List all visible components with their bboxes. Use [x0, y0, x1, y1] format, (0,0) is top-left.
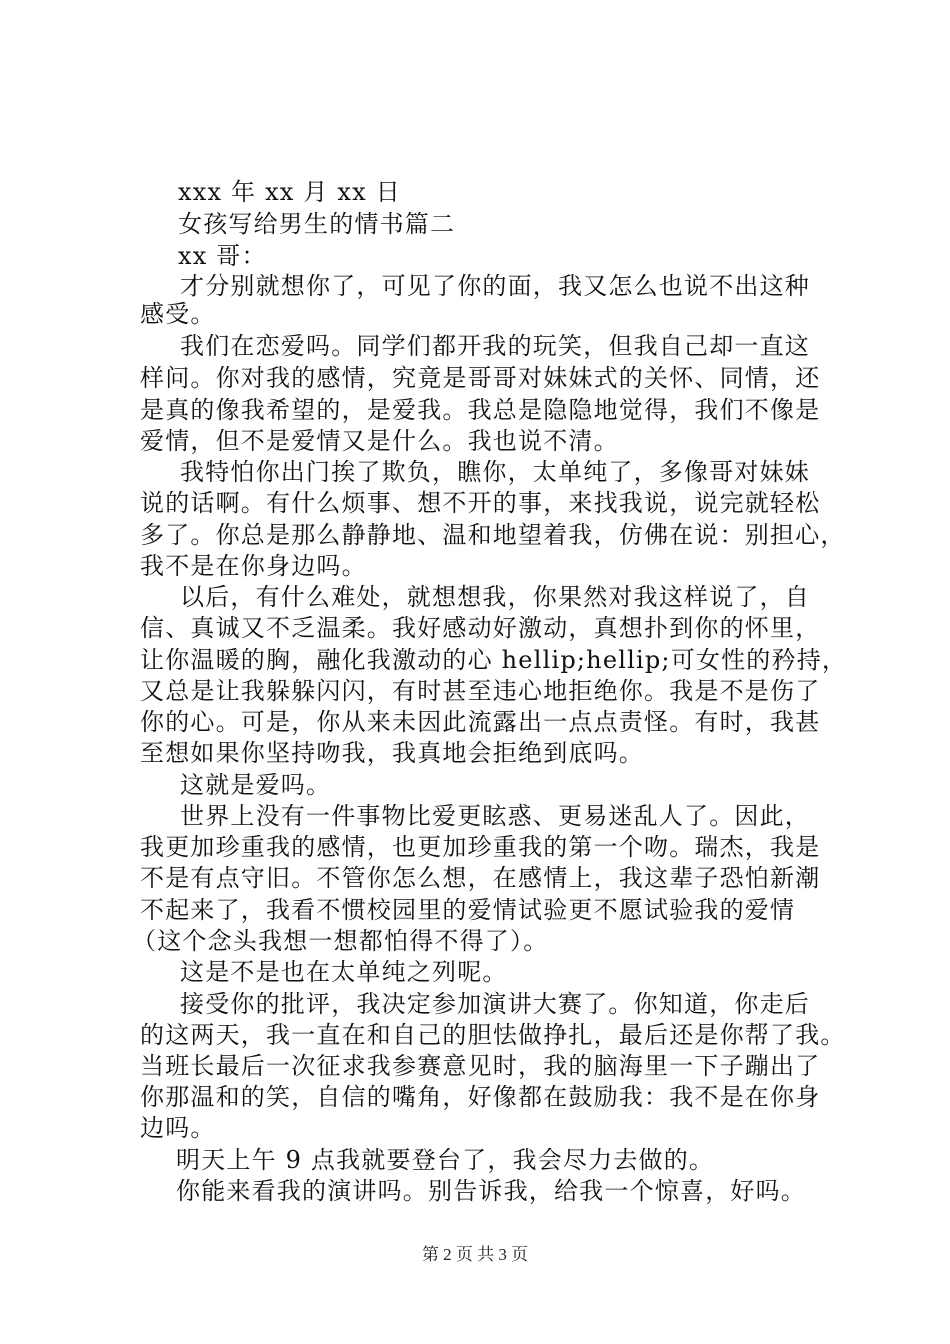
page-number-footer: 第 2 页 共 3 页: [421, 1245, 529, 1264]
body-line: 我们在恋爱吗。同学们都开我的玩笑，但我自己却一直这: [180, 332, 810, 360]
body-line: 的这两天，我一直在和自己的胆怯做挣扎，最后还是你帮了我。: [140, 1021, 846, 1049]
salutation: xx 哥：: [178, 242, 267, 270]
date-line: xxx 年 xx 月 xx 日: [178, 178, 401, 206]
body-line: 我更加珍重我的感情，也更加珍重我的第一个吻。瑞杰，我是: [140, 833, 821, 861]
body-line: 我不是在你身边吗。: [140, 552, 367, 580]
body-line: 以后，有什么难处，就想想我，你果然对我这样说了，自: [180, 583, 810, 611]
body-line: 世界上没有一件事物比爱更眩惑、更易迷乱人了。因此，: [180, 802, 810, 830]
body-line: 这就是爱吗。: [180, 771, 332, 799]
body-line: 当班长最后一次征求我参赛意见时，我的脑海里一下子蹦出了: [140, 1052, 821, 1080]
body-line: （这个念头我想一想都怕得不得了）。: [132, 927, 549, 955]
body-line: 说的话啊。有什么烦事、想不开的事，来找我说，说完就轻松: [140, 489, 821, 517]
body-line: 你那温和的笑，自信的嘴角，好像都在鼓励我：我不是在你身: [140, 1083, 821, 1111]
body-line: 信、真诚又不乏温柔。我好感动好激动，真想扑到你的怀里，: [140, 614, 821, 642]
body-line: 你的心。可是，你从来未因此流露出一点点责怪。有时，我甚: [140, 708, 821, 736]
body-line: 感受。: [140, 300, 216, 328]
body-line: 我特怕你出门挨了欺负，瞧你，太单纯了，多像哥对妹妹: [180, 458, 810, 486]
body-line: 至想如果你坚持吻我，我真地会拒绝到底吗。: [140, 739, 644, 767]
body-line: 是真的像我希望的，是爱我。我总是隐隐地觉得，我们不像是: [140, 396, 821, 424]
body-line: 不起来了，我看不惯校园里的爱情试验更不愿试验我的爱情: [140, 896, 796, 924]
body-line: 样问。你对我的感情，究竟是哥哥对妹妹式的关怀、同情，还: [140, 364, 821, 392]
body-line: 多了。你总是那么静静地、温和地望着我，仿佛在说：别担心，: [140, 521, 846, 549]
body-line: 让你温暖的胸，融化我激动的心 hellip;hellip;可女性的矜持，: [140, 646, 848, 674]
body-line: 不是有点守旧。不管你怎么想，在感情上，我这辈子恐怕新潮: [140, 864, 821, 892]
body-line: 边吗。: [140, 1114, 216, 1142]
body-line: 这是不是也在太单纯之列呢。: [180, 958, 508, 986]
body-line: 爱情，但不是爱情又是什么。我也说不清。: [140, 427, 619, 455]
body-line: 才分别就想你了，可见了你的面，我又怎么也说不出这种: [180, 272, 810, 300]
body-line: 又总是让我躲躲闪闪，有时甚至违心地拒绝你。我是不是伤了: [140, 677, 821, 705]
letter-title: 女孩写给男生的情书篇二: [178, 210, 456, 238]
body-line: 你能来看我的演讲吗。别告诉我，给我一个惊喜，好吗。: [176, 1177, 806, 1205]
body-line: 接受你的批评，我决定参加演讲大赛了。你知道，你走后: [180, 990, 810, 1018]
body-line: 明天上午 9 点我就要登台了，我会尽力去做的。: [176, 1146, 715, 1174]
